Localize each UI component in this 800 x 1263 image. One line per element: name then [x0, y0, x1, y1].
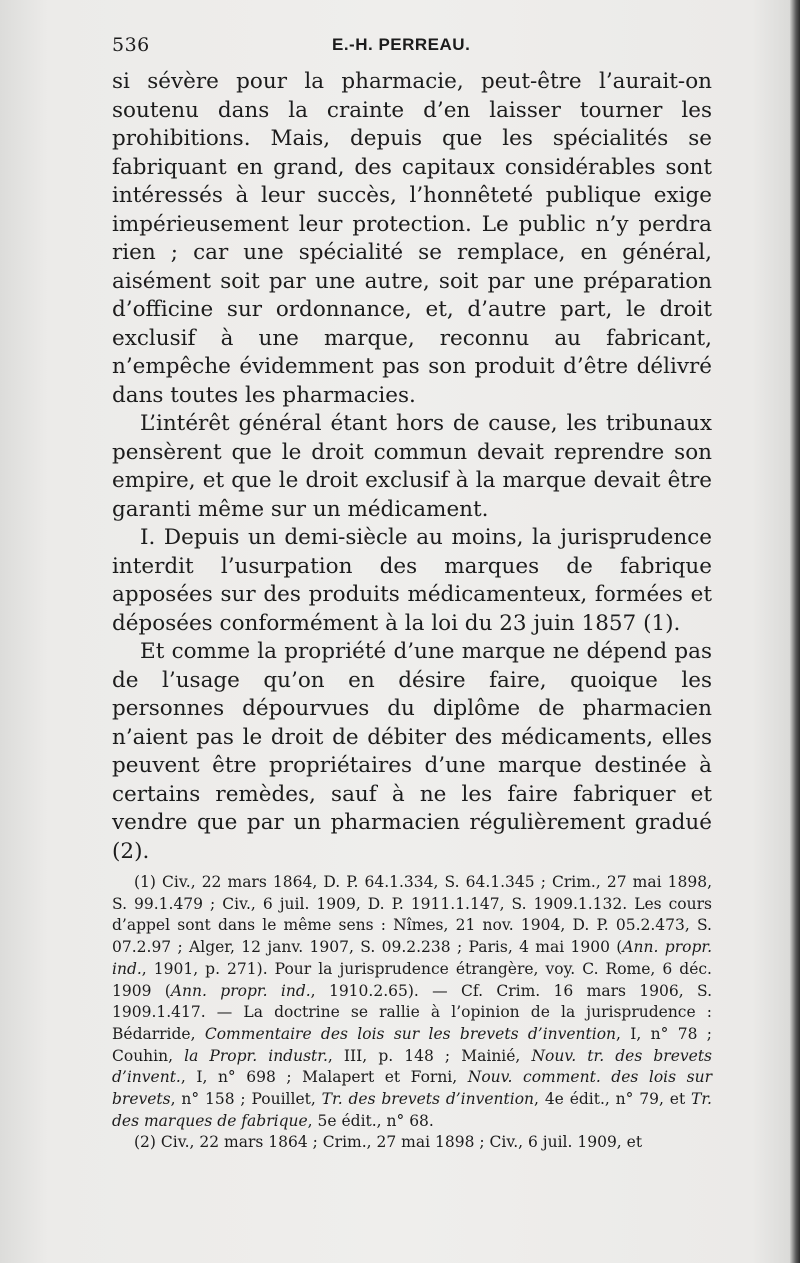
footnotes [112, 872, 712, 1154]
footnote-2: (2) Civ., 22 mars 1864 ; Crim., 27 mai 1898 ; Civ., 6 juil. 1909, et [134, 1133, 643, 1152]
paragraph-3: I. Depuis un demi-siècle au moins, la jurisprudence interdit l’usurpation des marques de fabrique apposées sur des produits médicamenteux, formées et déposées conformément à la loi du 23 juin 1857 (1). [112, 525, 712, 636]
footnote-1: (1) Civ., 22 mars 1864, D. P. 64.1.334, S. 64.1.345 ; Crim., 27 mai 1898, S. 99.1.479 ; Civ., 6 juil. 1909, D. P. 1911.1.147, S. 1909.1.132. Les cours d’appel sont dans le même sens : Nîmes, 21 nov. 1904, D. P. 05.2.473, S. 07.2.97 ; Alger, 12 janv. 1907, S. 09.2.238 ; Paris, 4 mai 1900 (Ann. propr. ind., 1901, p. 271). Pour la jurisprudence étrangère, voy. C. Rome, 6 déc. 1909 (Ann. propr. ind., 1910.2.65). — Cf. Crim. 16 mars 1906, S. 1909.1.417. — La doctrine se rallie à l’opinion de la jurisprudence : Bédarride, Commentaire des lois sur les brevets d’invention, I, n° 78 ; Couhin, la Propr. industr., III, p. 148 ; Mainié, Nouv. tr. des brevets d’invent., I, n° 698 ; Malapert et Forni, Nouv. comment. des lois sur brevets, n° 158 ; Pouillet, Tr. des brevets d’invention, 4e édit., n° 79, et Tr. des marques de fabrique, 5e édit., n° 68. [112, 873, 713, 1130]
paragraph-1: si sévère pour la pharmacie, peut-être l’aurait-on soutenu dans la crainte d’en laisser tourner les prohibitions. Mais, depuis que les spécialités se fabriquant en grand, des capitaux considérables sont intéressés à leur succès, l’honnêteté publique exige impérieusement leur protection. Le public n’y perdra rien ; car une spécialité se remplace, en général, aisément soit par une autre, soit par une préparation d’officine sur ordonnance, et, d’autre part, le droit exclusif à une marque, reconnu au fabricant, n’empêche évidemment pas son produit d’être délivré dans toutes les pharmacies. [112, 69, 712, 408]
page-edge-shadow [790, 0, 800, 1263]
running-title: E.-H. PERREAU. [332, 35, 471, 54]
paragraph-4: Et comme la propriété d’une marque ne dépend pas de l’usage qu’on en désire faire, quoique les personnes dépourvues du diplôme de pharmacien n’aient pas le droit de débiter des médicaments, elles peuvent être propriétaires d’une marque destinée à certains remèdes, sauf à ne les faire fabriquer et vendre que par un pharmacien régulièrement gradué (2). [112, 639, 712, 864]
paragraph-2: L’intérêt général étant hors de cause, les tribunaux pensèrent que le droit commun devait reprendre son empire, et que le droit exclusif à la marque devait être garanti même sur un médicament. [112, 411, 712, 522]
page-number: 536 [112, 34, 150, 56]
main-text [112, 68, 712, 866]
page-header [112, 34, 712, 60]
